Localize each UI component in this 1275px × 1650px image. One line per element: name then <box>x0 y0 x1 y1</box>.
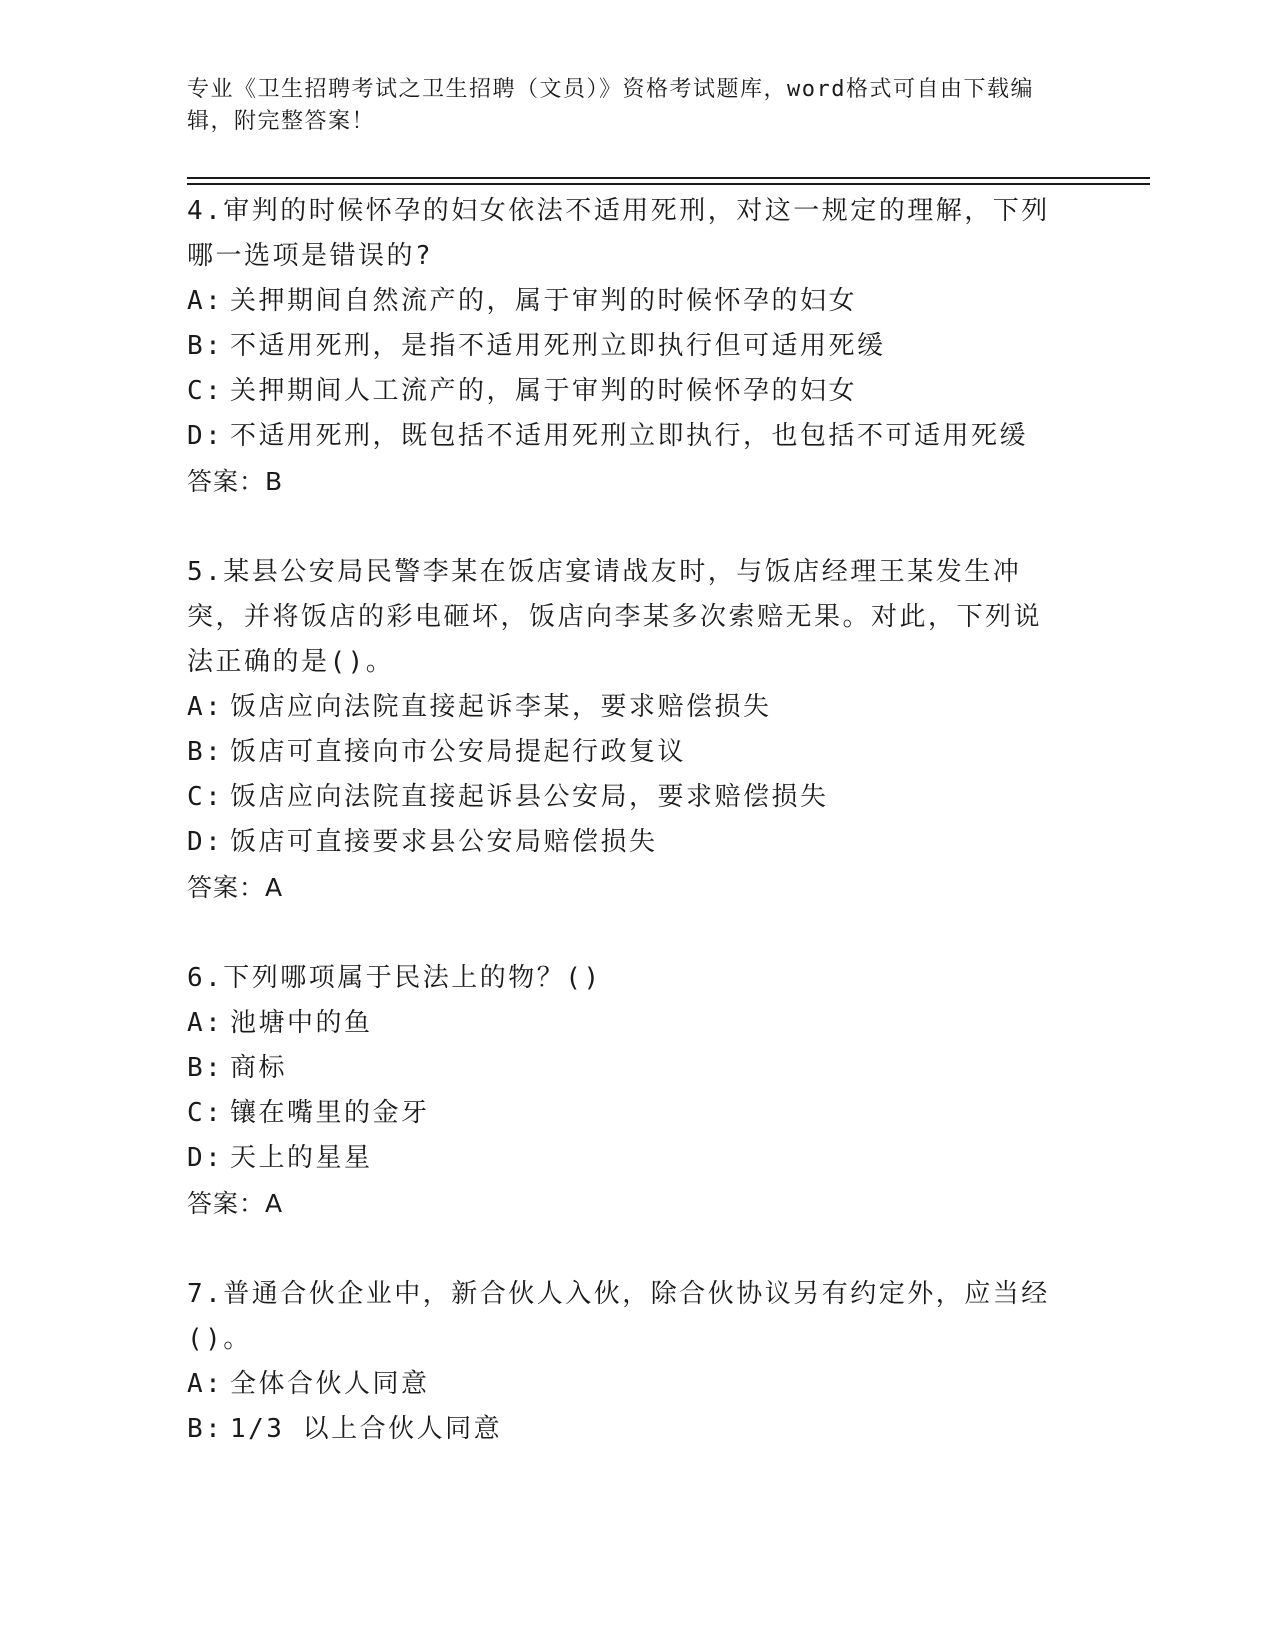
option-text: 池塘中的鱼 <box>230 1008 373 1038</box>
question-list <box>187 189 1067 1452</box>
option-letter: B: <box>187 1414 224 1444</box>
option-text: 天上的星星 <box>230 1143 373 1173</box>
option-text: 全体合伙人同意 <box>230 1369 430 1399</box>
spacer <box>187 504 1067 550</box>
option-b <box>187 324 1067 369</box>
document-header: 专业《卫生招聘考试之卫生招聘（文员）》资格考试题库，word格式可自由下载编辑，附完整答案！ <box>187 77 1034 134</box>
option-c <box>187 775 1067 820</box>
option-a <box>187 1362 1067 1407</box>
option-letter: A: <box>187 692 224 722</box>
question-stem: 7.普通合伙企业中，新合伙人入伙，除合伙协议另有约定外，应当经()。 <box>187 1279 1050 1354</box>
option-letter: B: <box>187 331 224 361</box>
header-rule-top <box>187 177 1150 179</box>
question-5 <box>187 550 1067 910</box>
option-a <box>187 279 1067 324</box>
option-letter: B: <box>187 737 224 767</box>
option-text: 商标 <box>230 1053 288 1083</box>
answer: 答案：B <box>187 467 284 496</box>
option-text: 1/3 以上合伙人同意 <box>230 1414 503 1444</box>
option-letter: B: <box>187 1053 224 1083</box>
option-c <box>187 1091 1067 1136</box>
option-d <box>187 1136 1067 1181</box>
answer: 答案：A <box>187 1189 284 1218</box>
option-text: 镶在嘴里的金牙 <box>230 1098 430 1128</box>
option-letter: C: <box>187 782 224 812</box>
option-text: 不适用死刑，是指不适用死刑立即执行但可适用死缓 <box>230 331 886 361</box>
option-c <box>187 369 1067 414</box>
option-b <box>187 1407 1067 1452</box>
option-letter: C: <box>187 1098 224 1128</box>
question-stem: 6.下列哪项属于民法上的物？() <box>187 963 602 993</box>
option-text: 关押期间人工流产的，属于审判的时候怀孕的妇女 <box>230 376 858 406</box>
option-b <box>187 1046 1067 1091</box>
option-text: 饭店可直接要求县公安局赔偿损失 <box>230 827 658 857</box>
option-letter: A: <box>187 1008 224 1038</box>
answer: 答案：A <box>187 873 284 902</box>
option-text: 饭店应向法院直接起诉李某，要求赔偿损失 <box>230 692 772 722</box>
option-letter: C: <box>187 376 224 406</box>
option-letter: A: <box>187 286 224 316</box>
question-stem: 5.某县公安局民警李某在饭店宴请战友时，与饭店经理王某发生冲突，并将饭店的彩电砸坏，饭店向李某多次索赔无果。对此，下列说法正确的是()。 <box>187 557 1043 677</box>
option-a <box>187 1001 1067 1046</box>
option-letter: D: <box>187 827 224 857</box>
option-a <box>187 685 1067 730</box>
option-text: 关押期间自然流产的，属于审判的时候怀孕的妇女 <box>230 286 858 316</box>
option-letter: D: <box>187 421 224 451</box>
option-letter: D: <box>187 1143 224 1173</box>
option-text: 不适用死刑，既包括不适用死刑立即执行，也包括不可适用死缓 <box>230 421 1029 451</box>
question-6 <box>187 956 1067 1226</box>
option-d <box>187 414 1067 459</box>
header-rule-bottom <box>187 183 1150 185</box>
option-letter: A: <box>187 1369 224 1399</box>
option-d <box>187 820 1067 865</box>
spacer <box>187 910 1067 956</box>
option-text: 饭店应向法院直接起诉县公安局，要求赔偿损失 <box>230 782 829 812</box>
spacer <box>187 1226 1067 1272</box>
question-4 <box>187 189 1067 504</box>
option-b <box>187 730 1067 775</box>
question-7 <box>187 1272 1067 1452</box>
question-stem: 4.审判的时候怀孕的妇女依法不适用死刑，对这一规定的理解，下列哪一选项是错误的? <box>187 196 1050 271</box>
option-text: 饭店可直接向市公安局提起行政复议 <box>230 737 687 767</box>
